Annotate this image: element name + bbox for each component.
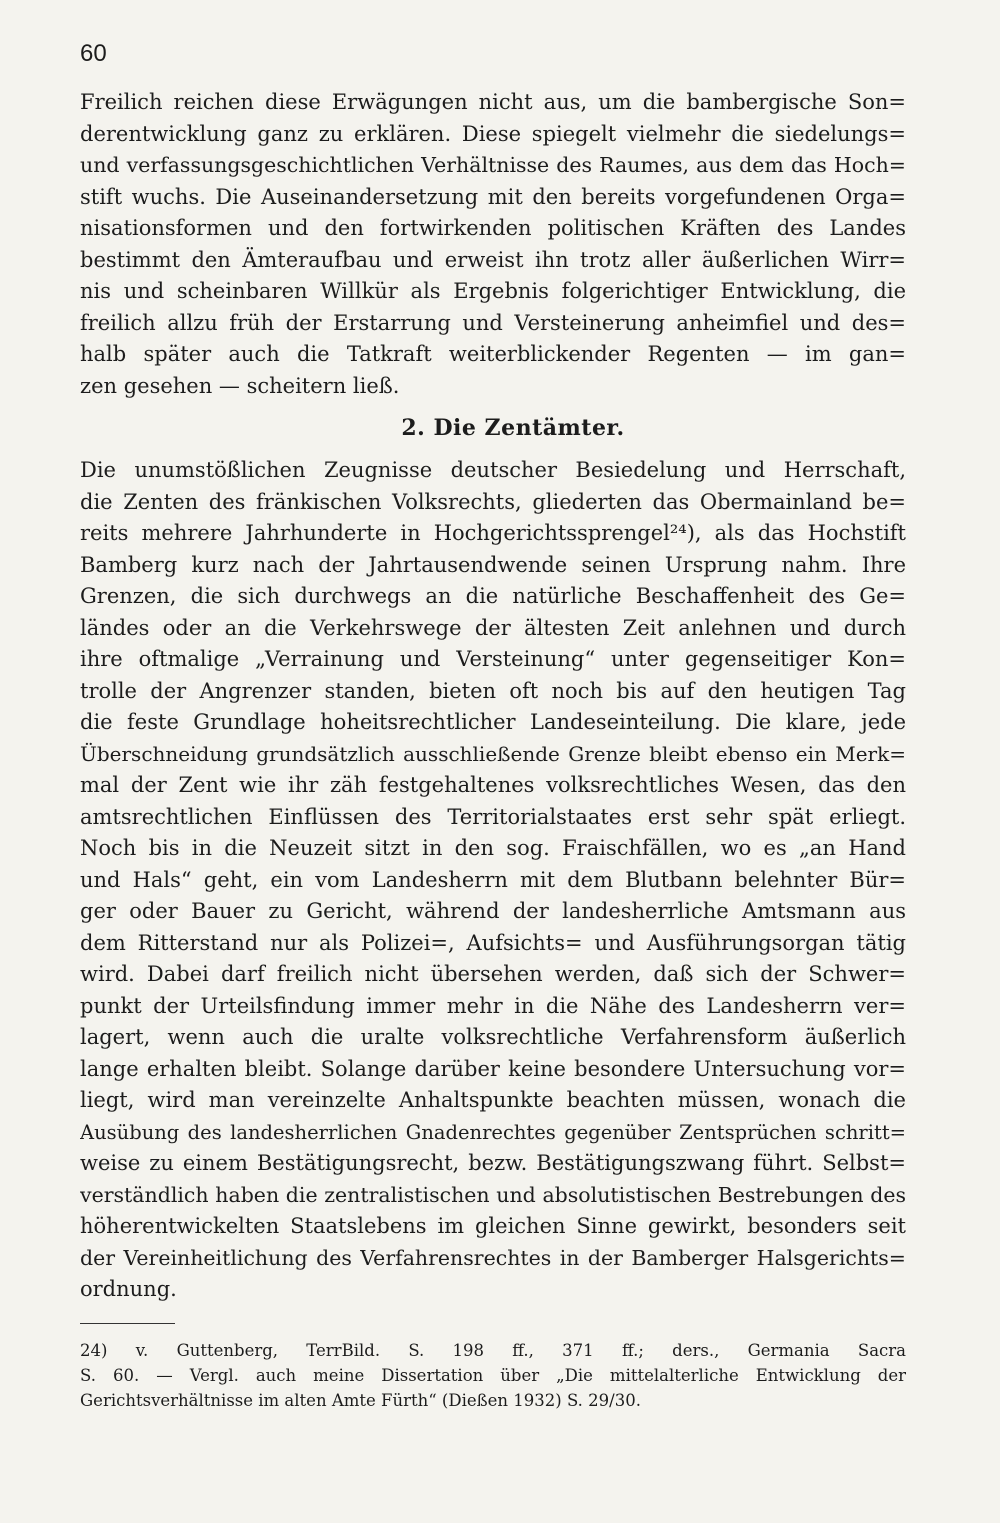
text-line: halb später auch die Tatkraft weiterblickender Regenten — im gan= <box>80 342 906 366</box>
text-line: derentwicklung ganz zu erklären. Diese spiegelt vielmehr die siedelungs= <box>80 121 906 146</box>
text-line: Bamberg kurz nach der Jahrtausendwende seinen Ursprung nahm. Ihre <box>80 552 906 577</box>
text-line: bestimmt den Ämteraufbau und erweist ihn trotz aller äußerlichen Wirr= <box>80 247 906 272</box>
section-heading: 2. Die Zentämter. <box>401 415 625 441</box>
text-line: reits mehrere Jahrhunderte in Hochgerichtssprengel²⁴), als das Hochstift <box>80 521 906 545</box>
text-line: Grenzen, die sich durchwegs an die natürliche Beschaffenheit des Ge= <box>80 584 906 608</box>
text-line: liegt, wird man vereinzelte Anhaltspunkte beachten müssen, wonach die <box>80 1088 906 1112</box>
text-line: ordnung. <box>80 1277 177 1301</box>
text-line: nis und scheinbaren Willkür als Ergebnis folgerichtiger Entwicklung, die <box>80 279 906 303</box>
footnote-divider <box>80 1323 175 1324</box>
text-line: punkt der Urteilsfindung immer mehr in die Nähe des Landesherrn ver= <box>80 993 906 1018</box>
text-line: lange erhalten bleibt. Solange darüber keine besondere Untersuchung vor= <box>80 1056 906 1081</box>
footnote-line: Gerichtsverhältnisse im alten Amte Fürth“ (Dießen 1932) S. 29/30. <box>80 1391 641 1410</box>
body-text <box>80 87 906 1306</box>
text-line: Überschneidung grundsätzlich ausschließende Grenze bleibt ebenso ein Merk= <box>80 741 906 766</box>
text-line: Die unumstößlichen Zeugnisse deutscher Besiedelung und Herrschaft, <box>80 458 906 482</box>
text-line: nisationsformen und den fortwirkenden politischen Kräften des Landes <box>80 216 906 240</box>
footnote-line: S. 60. — Vergl. auch meine Dissertation über „Die mittelalterliche Entwicklung der <box>80 1366 906 1385</box>
text-line: trolle der Angrenzer standen, bieten oft noch bis auf den heutigen Tag <box>80 678 906 703</box>
text-line: zen gesehen — scheitern ließ. <box>80 373 400 398</box>
text-line: der Vereinheitlichung des Verfahrensrechtes in der Bamberger Halsgerichts= <box>80 1245 906 1270</box>
footnote-line: 24) v. Guttenberg, TerrBild. S. 198 ff., 371 ff.; ders., Germania Sacra <box>80 1341 906 1360</box>
text-line: freilich allzu früh der Erstarrung und Versteinerung anheimfiel und des= <box>80 310 906 335</box>
text-line: weise zu einem Bestätigungsrecht, bezw. Bestätigungszwang führt. Selbst= <box>80 1151 906 1175</box>
text-line: Noch bis in die Neuzeit sitzt in den sog. Fraischfällen, wo es „an Hand <box>80 836 906 860</box>
paragraph-2 <box>80 455 906 1306</box>
page-number: 60 <box>80 40 107 67</box>
text-line: mal der Zent wie ihr zäh festgehaltenes volksrechtliches Wesen, das den <box>80 773 906 797</box>
text-line: und Hals“ geht, ein vom Landesherrn mit dem Blutbann belehnter Bür= <box>80 867 906 892</box>
footnotes <box>80 1338 906 1413</box>
text-line: lagert, wenn auch die uralte volksrechtliche Verfahrensform äußerlich <box>80 1025 906 1049</box>
text-line: stift wuchs. Die Auseinandersetzung mit den bereits vorgefundenen Orga= <box>80 184 906 209</box>
text-line: höherentwickelten Staatslebens im gleichen Sinne gewirkt, besonders seit <box>80 1214 906 1238</box>
text-line: dem Ritterstand nur als Polizei=, Aufsichts= und Ausführungsorgan tätig <box>80 930 906 955</box>
text-line: ländes oder an die Verkehrswege der ältesten Zeit anlehnen und durch <box>80 615 906 640</box>
text-line: die Zenten des fränkischen Volksrechts, gliederten das Obermainland be= <box>80 489 906 514</box>
text-line: ger oder Bauer zu Gericht, während der landesherrliche Amtsmann aus <box>80 899 906 923</box>
text-line: Ausübung des landesherrlichen Gnadenrechtes gegenüber Zentsprüchen schritt= <box>80 1120 906 1144</box>
text-line: ihre oftmalige „Verrainung und Versteinung“ unter gegenseitiger Kon= <box>80 647 906 671</box>
text-line: wird. Dabei darf freilich nicht übersehen werden, daß sich der Schwer= <box>80 962 906 986</box>
text-line: amtsrechtlichen Einflüssen des Territorialstaates erst sehr spät erliegt. <box>80 804 906 829</box>
text-line: verständlich haben die zentralistischen und absolutistischen Bestrebungen des <box>80 1182 906 1207</box>
paragraph-1 <box>80 87 906 402</box>
text-line: Freilich reichen diese Erwägungen nicht aus, um die bambergische Son= <box>80 90 906 114</box>
text-line: die feste Grundlage hoheitsrechtlicher Landeseinteilung. Die klare, jede <box>80 710 906 734</box>
text-line: und verfassungsgeschichtlichen Verhältnisse des Raumes, aus dem das Hoch= <box>80 153 906 177</box>
